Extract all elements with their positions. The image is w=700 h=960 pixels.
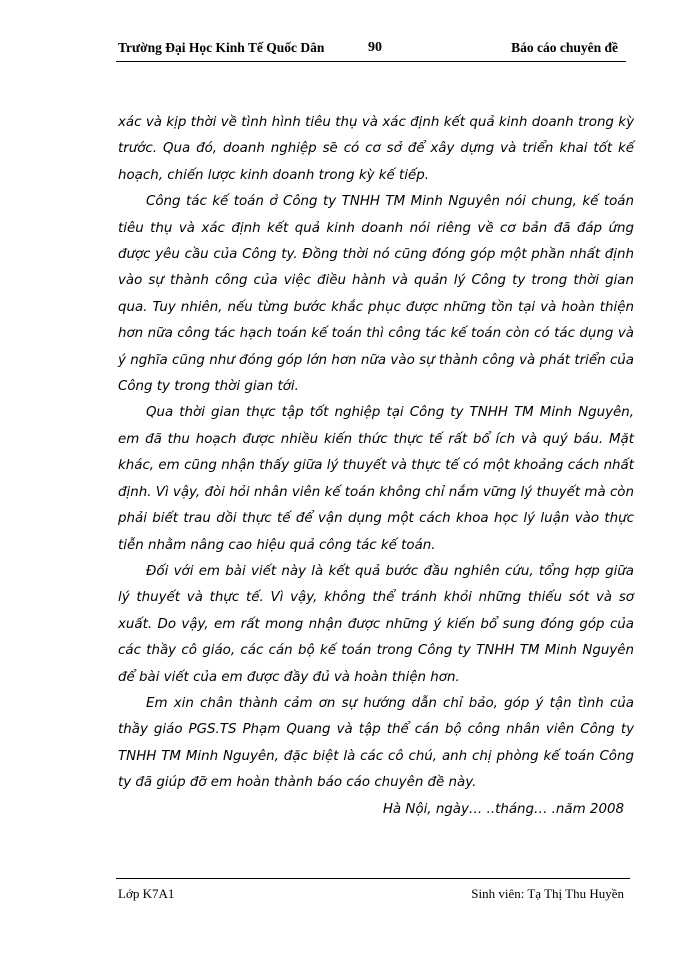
paragraph-thanks: Em xin chân thành cảm ơn sự hướng dẫn chỉ bảo, góp ý tận tình của thầy giáo PGS.TS Phạm Quang và tập thể cán bộ công nhân viên Công ty TNHH TM Minh Nguyên, đặc biệt là các cô chú, anh chị phòng kế toán Công ty đã giúp đỡ em hoàn thành báo cáo chuyên đề này. <box>118 695 634 791</box>
student-name: Sinh viên: Tạ Thị Thu Huyền <box>471 886 624 901</box>
paragraph-shortcomings: Đối với em bài viết này là kết quả bước đầu nghiên cứu, tổng hợp giữa lý thuyết và thực tế. Vì vậy, không thể tránh khỏi những thiếu sót và sơ xuất. Do vậy, em rất mong nhận được những ý kiến bổ sung đóng góp của các thầy cô giáo, các cán bộ kế toán trong Công ty TNHH TM Minh Nguyên để bài viết của em được đầy đủ và hoàn thiện hơn. <box>118 563 634 685</box>
document-body <box>118 110 634 823</box>
footer-divider <box>116 878 630 879</box>
paragraph-accounting-work: Công tác kế toán ở Công ty TNHH TM Minh Nguyên nói chung, kế toán tiêu thụ và xác định kết quả kinh doanh nói riêng về cơ bản đã đáp ứng được yêu cầu của Công ty. Đồng thời nó cũng đóng góp một phần nhất định vào sự thành công của việc điều hành và quản lý Công ty trong thời gian qua. Tuy nhiên, nếu từng bước khắc phục được những tồn tại và hoàn thiện hơn nữa công tác hạch toán kế toán thì công tác kế toán còn có tác dụng và ý nghĩa cũng như đóng góp lớn hơn nữa vào sự thành công và phát triển của Công ty trong thời gian tới. <box>118 194 634 395</box>
page-number: 90 <box>368 40 382 55</box>
paragraph-continuation: xác và kịp thời về tình hình tiêu thụ và xác định kết quả kinh doanh trong kỳ trước. Qua đó, doanh nghiệp sẽ có cơ sở để xây dựng và triển khai tốt kế hoạch, chiến lược kinh doanh trong kỳ kế tiếp. <box>118 115 634 183</box>
header-divider <box>116 61 626 62</box>
signature-date: Hà Nội, ngày… ..tháng… .năm 2008 <box>382 801 624 817</box>
class-label: Lớp K7A1 <box>118 886 175 901</box>
school-name: Trường Đại Học Kinh Tế Quốc Dân <box>118 40 325 55</box>
report-title: Báo cáo chuyên đề <box>511 40 618 55</box>
page-header <box>118 40 626 60</box>
paragraph-internship: Qua thời gian thực tập tốt nghiệp tại Công ty TNHH TM Minh Nguyên, em đã thu hoạch được nhiều kiến thức thực tế rất bổ ích và quý báu. Mặt khác, em cũng nhận thấy giữa lý thuyết và thực tế có một khoảng cách nhất định. Vì vậy, đòi hỏi nhân viên kế toán không chỉ nắm vững lý thuyết mà còn phải biết trau dồi thực tế để vận dụng một cách khoa học lý luận vào thực tiễn nhằm nâng cao hiệu quả công tác kế toán. <box>118 405 634 553</box>
page-footer <box>118 886 630 906</box>
